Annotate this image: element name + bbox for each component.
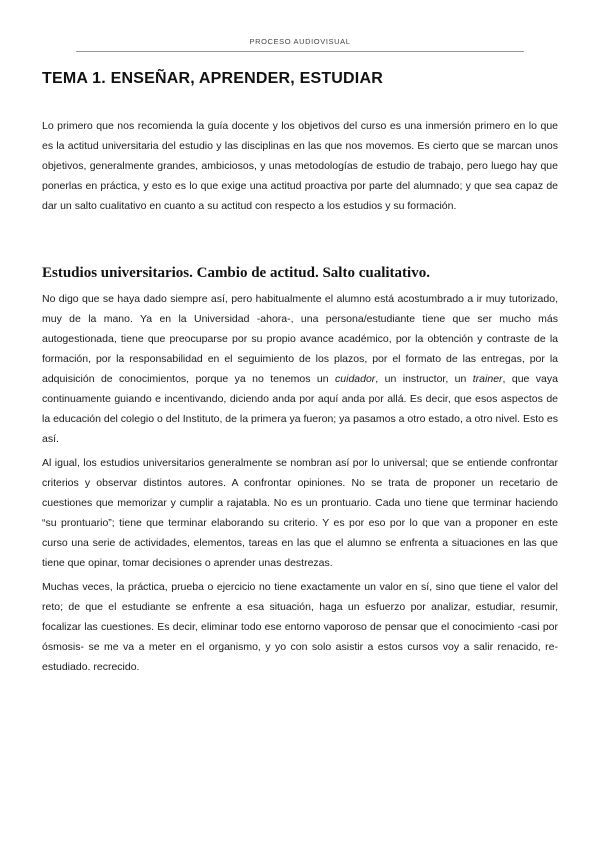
section-paragraph-3: Muchas veces, la práctica, prueba o ejercicio no tiene exactamente un valor en sí, sino que tiene el valor del reto; de que el estudiante se enfrente a esa situación, haga un esfuerzo por analizar, estudiar, resumir, focalizar las cuestiones. Es decir, eliminar todo ese entorno vaporoso de pensar que el conocimiento -casi por ósmosis- se me va a meter en el organismo, y yo con solo asistir a estos cursos voy a salir renacido, re-estudiado. recrecido.: [42, 581, 558, 673]
paragraph-text: , que vaya continuamente guiando e incentivando, diciendo anda por aquí anda por allá. Es decir, que esos aspectos de la educación del colegio o del Instituto, de la primera ya fueron; ya pasamos a otro estado, a otro nivel. Esto es así.: [42, 373, 558, 445]
paragraph-text: , un instructor, un: [375, 373, 473, 385]
emphasized-term: trainer: [472, 373, 503, 385]
emphasized-term: cuidador: [335, 373, 376, 385]
section-paragraph-2: Al igual, los estudios universitarios generalmente se nombran así por lo universal; que se entiende confrontar criterios y observar distintos autores. A confrontar opiniones. No se trata de proponer un recetario de cuestiones que memorizar y cumplir a rajatabla. No es un prontuario. Cada uno tiene que terminar haciendo “su prontuario”; tiene que terminar elaborando su criterio. Y es por eso por lo que van a proponer en este curso una serie de actividades, elementos, tareas en las que el alumno se enfrenta a situaciones en las que tiene que opinar, tomar decisiones o aprender unas destrezas.: [42, 457, 558, 569]
chapter-title: TEMA 1. ENSEÑAR, APRENDER, ESTUDIAR: [42, 70, 383, 87]
section-paragraph-1: [42, 289, 558, 449]
section-heading: Estudios universitarios. Cambio de actitud. Salto cualitativo.: [42, 265, 430, 281]
intro-paragraph: Lo primero que nos recomienda la guía docente y los objetivos del curso es una inmersión primero en lo que es la actitud universitaria del estudio y las disciplinas en las que nos movemos. Es cierto que se marcan unos objetivos, generalmente grandes, ambiciosos, y unas metodologías de estudio de trabajo, pero luego hay que ponerlas en práctica, y esto es lo que exige una actitud proactiva por parte del alumnado; y que sea capaz de dar un salto cualitativo en cuanto a su actitud con respecto a los estudios y su formación.: [42, 120, 558, 212]
running-header: PROCESO AUDIOVISUAL: [249, 37, 351, 46]
header-divider: [76, 51, 524, 52]
paragraph-text: No digo que se haya dado siempre así, pero habitualmente el alumno está acostumbrado a ir muy tutorizado, muy de la mano. Ya en la Universidad -ahora-, una persona/estudiante tiene que ser mucho más autogestionada, tiene que preocuparse por su propio avance académico, por la obtención y contraste de la formación, por la responsabilidad en el seguimiento de los plazos, por el formato de las entregas, por la adquisición de conocimientos, porque ya no tenemos un: [42, 293, 558, 385]
